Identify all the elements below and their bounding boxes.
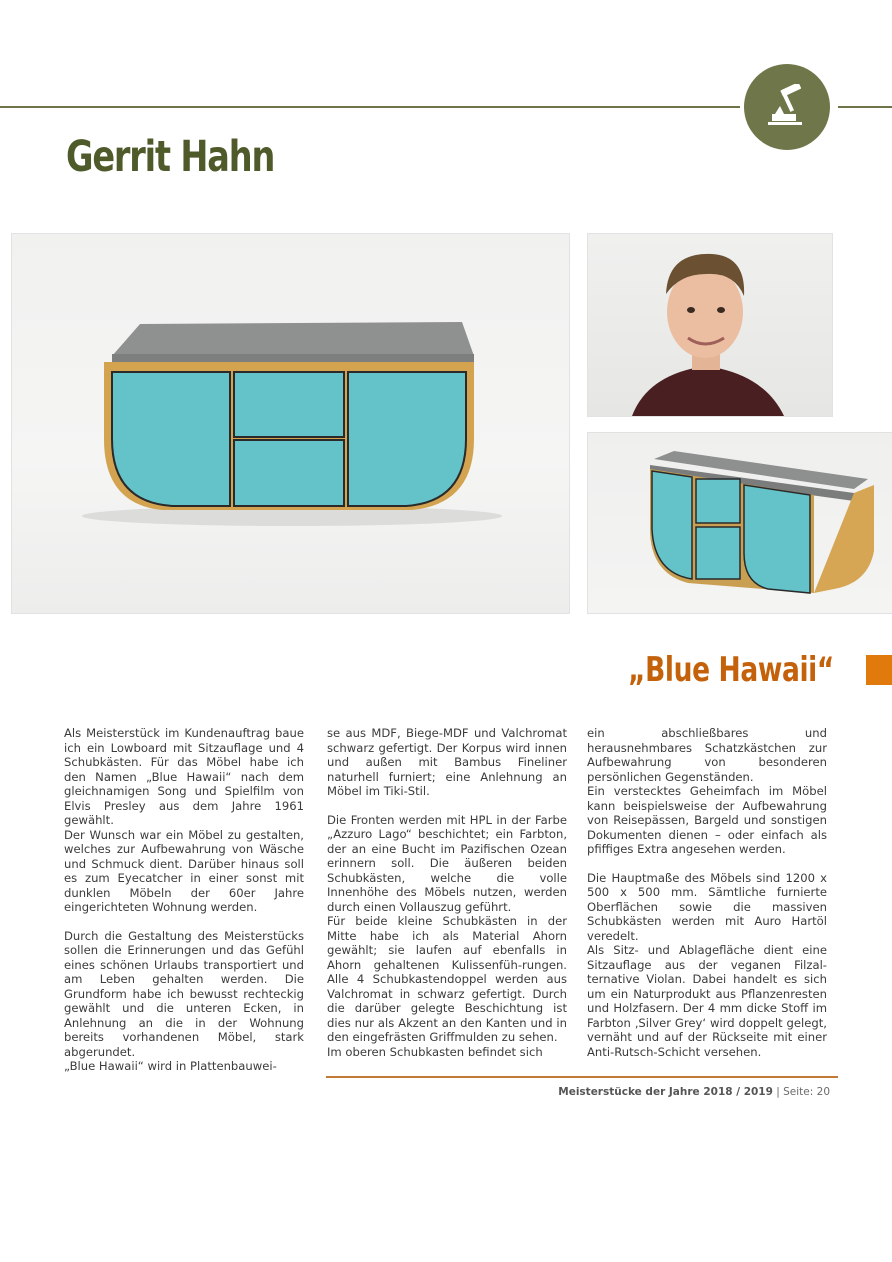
header-rule-left	[0, 106, 740, 108]
page-number: Seite: 20	[783, 1086, 830, 1098]
paragraph: Der Wunsch war ein Möbel zu gestalten, welches zur Aufbewahrung von Wäsche und Schmuck dient. Darüber hinaus soll es zum Eyecatcher in einer sonst mit dunklen Möbeln der 60er Jahre eingerichteten Wohnung werden.	[64, 827, 304, 914]
article-subtitle: „Blue Hawaii“	[628, 650, 834, 690]
publication-title: Meisterstücke der Jahre 2018 / 2019	[558, 1086, 773, 1098]
paragraph: Als Meisterstück im Kundenauftrag baue ich ein Lowboard mit Sitzauflage und 4 Schubkästen. Für das Möbel habe ich den Namen „Blue Hawaii“ nach dem gleichnamigen Song und Spielfilm von Elvis Presley aus dem Jahre 1961 gewählt.	[64, 726, 304, 827]
text-column-3	[587, 726, 827, 1073]
portrait-photo	[587, 233, 833, 417]
footer-separator: |	[772, 1086, 784, 1098]
footer-rule	[326, 1076, 838, 1078]
lowboard-angled-photo	[587, 432, 892, 614]
paragraph: Für beide kleine Schubkästen in der Mitte habe ich als Material Ahorn gewählt; sie laufen auf ebenfalls in Ahorn gehaltenen Kulissenfüh-rungen. Alle 4 Schubkastendoppel werden aus Valchromat in schwarz gefertigt. Durch die darüber gelegte Beschichtung ist dies nur als Akzent an den Kanten und in den eingefrästen Griffmulden zu sehen.	[327, 914, 567, 1044]
paragraph: Im oberen Schubkasten befindet sich	[327, 1044, 543, 1059]
page-footer	[558, 1086, 830, 1098]
text-column-2	[327, 726, 567, 1073]
hammer-plane-icon	[766, 84, 808, 130]
page-title: Gerrit Hahn	[66, 132, 275, 182]
lowboard-front-photo	[11, 233, 570, 614]
text-column-1	[64, 726, 304, 1088]
paragraph: Die Fronten werden mit HPL in der Farbe „Azzuro Lago“ beschichtet; ein Farbton, der an eine Bucht im Pazifischen Ozean erinnern soll. Die äußeren beiden Schubkästen, welche die volle Innenhöhe des Möbels nutzen, werden durch einen Vollauszug geführt.	[327, 812, 567, 914]
orange-marker	[866, 655, 892, 685]
paragraph: ein abschließbares und herausnehmbares Schatzkästchen zur Aufbewahrung von besonderen persönlichen Gegenständen.	[587, 726, 827, 784]
paragraph: Die Hauptmaße des Möbels sind 1200 x 500 x 500 mm. Sämtliche furnierte Oberflächen sowie die massiven Schubkästen werden mit Auro Hartöl veredelt.	[587, 870, 827, 943]
paragraph: Als Sitz- und Ablagefläche dient eine Sitzauflage aus der veganen Filzal-ternative Violan. Dabei handelt es sich um ein Naturprodukt aus Pflanzenresten und Holzfasern. Der 4 mm dicke Stoff im Farbton ‚Silver Grey‘ wird doppelt gelegt, vernäht und auf der Rückseite mit einer Anti-Rutsch-Schicht versehen.	[587, 943, 827, 1059]
header-rule-right	[838, 106, 892, 108]
paragraph: Durch die Gestaltung des Meisterstücks sollen die Erinnerungen und das Gefühl eines schönen Urlaubs transportiert und am Leben gehalten werden. Die Grundform habe ich bewusst rechteckig gewählt und die unteren Ecken, in Anlehnung an die in der Wohnung bereits vorhandenen Möbel, stark abgerundet.	[64, 928, 304, 1059]
paragraph: „Blue Hawaii“ wird in Plattenbauwei-	[64, 1059, 277, 1073]
paragraph: se aus MDF, Biege-MDF und Valchromat schwarz gefertigt. Der Korpus wird innen und außen mit Bambus Fineliner naturhell furniert; eine Anlehnung an Möbel im Tiki-Stil.	[327, 726, 567, 798]
paragraph: Ein verstecktes Geheimfach im Möbel kann beispielsweise der Aufbewahrung von Reisepässen, Bargeld und sonstigen Dokumenten dienen – oder einfach als pfiffiges Extra angesehen werden.	[587, 784, 827, 856]
craft-badge	[744, 64, 830, 150]
